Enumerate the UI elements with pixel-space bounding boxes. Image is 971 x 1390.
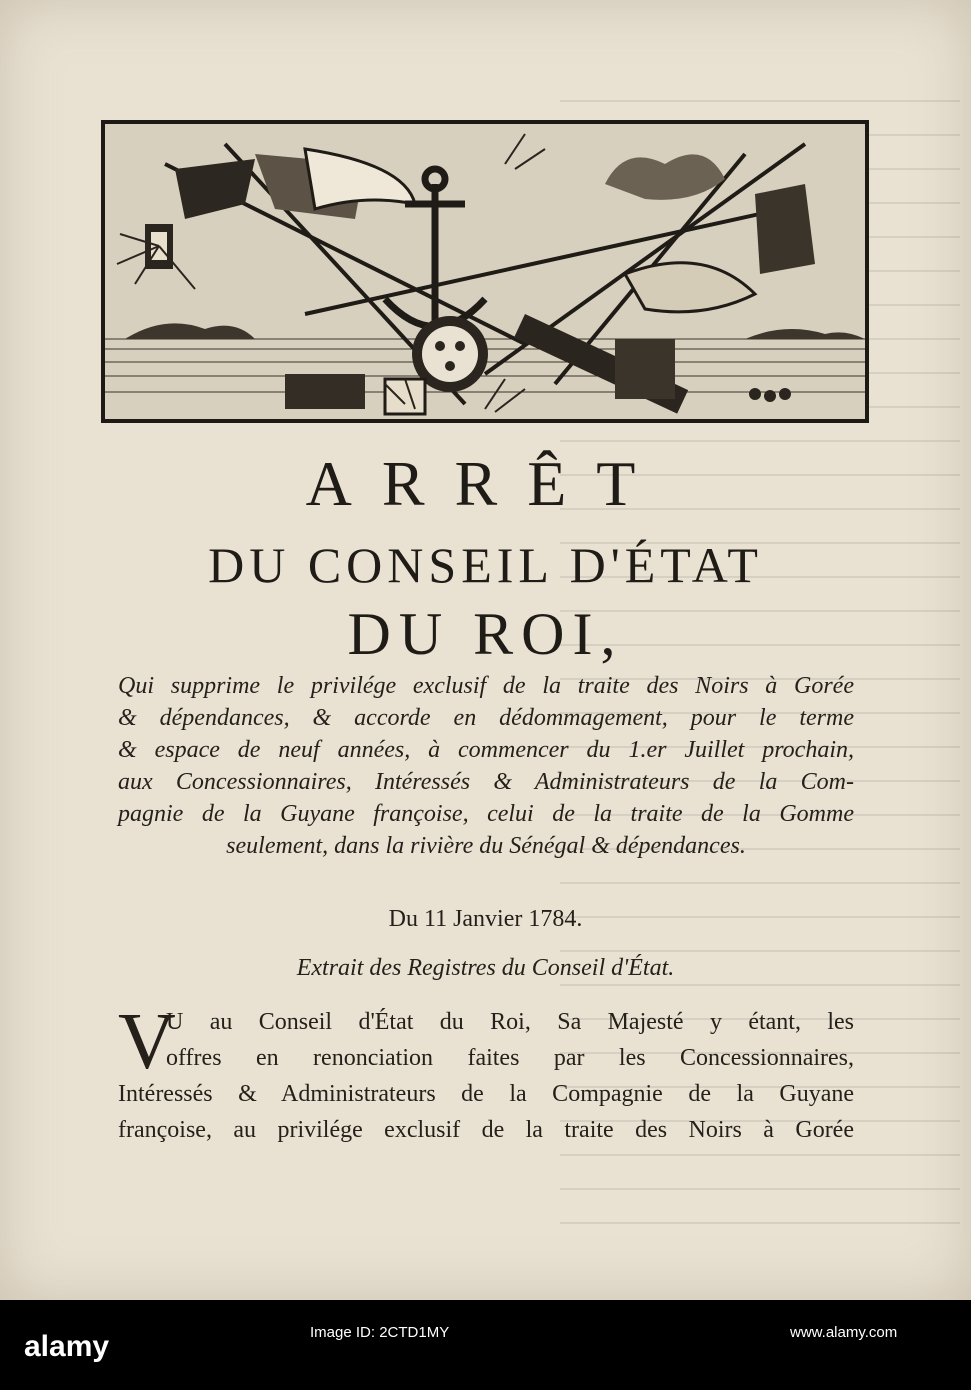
title-arret: ARRÊT bbox=[305, 448, 666, 519]
body-line: françoise, au privilége exclusif de la traite des Noirs à Gorée bbox=[118, 1117, 854, 1143]
body-line: offres en renonciation faites par les Concessionnaires, bbox=[166, 1045, 854, 1071]
summary-line: seulement, dans la rivière du Sénégal & dépendances. bbox=[226, 833, 746, 859]
summary-paragraph bbox=[118, 670, 854, 862]
summary-line: Qui supprime le privilége exclusif de la traite des Noirs à Gorée bbox=[118, 673, 854, 699]
stock-footer-bar bbox=[0, 1300, 971, 1390]
body-paragraph bbox=[118, 998, 854, 1148]
woodcut-illustration-icon bbox=[101, 120, 869, 423]
extract-heading: Extrait des Registres du Conseil d'État. bbox=[296, 955, 675, 981]
title-roi: DU ROI, bbox=[347, 601, 624, 667]
drop-cap: V bbox=[118, 998, 176, 1086]
summary-line: & dépendances, & accorde en dédommagement, pour le terme bbox=[118, 705, 854, 731]
image-id-label: Image ID: 2CTD1MY bbox=[310, 1324, 450, 1341]
summary-line: aux Concessionnaires, Intéressés & Administrateurs de la Com- bbox=[118, 769, 854, 795]
site-url: www.alamy.com bbox=[790, 1324, 898, 1341]
title-conseil: DU CONSEIL D'ÉTAT bbox=[208, 537, 763, 593]
document-date: Du 11 Janvier 1784. bbox=[388, 906, 583, 932]
summary-line: pagnie de la Guyane françoise, celui de la traite de la Gomme bbox=[118, 801, 854, 827]
summary-line: & espace de neuf années, à commencer du 1.er Juillet prochain, bbox=[118, 737, 854, 763]
body-line: Intéressés & Administrateurs de la Compagnie de la Guyane bbox=[118, 1081, 854, 1107]
body-line: U au Conseil d'État du Roi, Sa Majesté y étant, les bbox=[166, 1009, 854, 1035]
alamy-logo: alamy bbox=[24, 1330, 110, 1363]
